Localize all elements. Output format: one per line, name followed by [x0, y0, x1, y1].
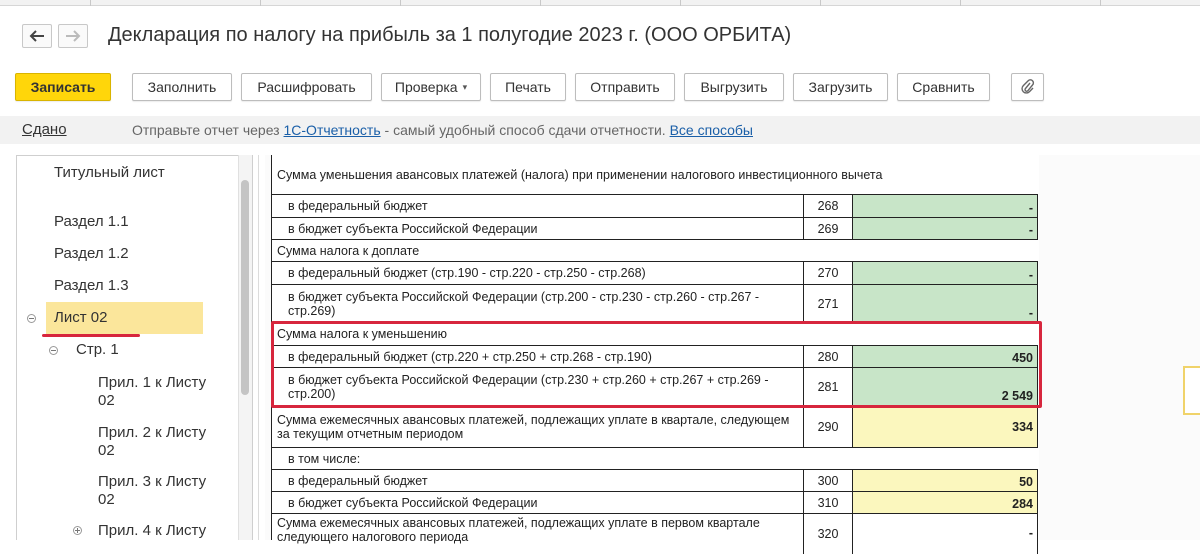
tree-item-section-1-3[interactable]: Раздел 1.3 [54, 277, 129, 294]
tree-scrollbar-thumb[interactable] [241, 180, 249, 395]
import-button[interactable]: Загрузить [793, 73, 888, 101]
decode-button[interactable]: Расшифровать [241, 73, 372, 101]
tree-item-page-1[interactable]: Стр. 1 [76, 341, 119, 358]
row-desc: Сумма ежемесячных авансовых платежей, подлежащих уплате в первом квартале следующего налогового периода [277, 516, 760, 544]
value-cell-281[interactable]: 2 549 [853, 368, 1038, 406]
attach-button[interactable] [1011, 73, 1044, 101]
row-desc: в федеральный бюджет (стр.190 - стр.220 - стр.250 - стр.268) [272, 262, 803, 285]
row-code: 290 [803, 406, 853, 448]
value-cell-320[interactable]: - [853, 514, 1038, 554]
tree-item-appendix-3[interactable]: Прил. 3 к Листу 02 [98, 473, 207, 508]
check-button-label: Проверка [394, 79, 458, 95]
row-desc: в бюджет субъекта Российской Федерации [272, 492, 803, 514]
row-code: 281 [803, 368, 853, 406]
all-methods-link[interactable]: Все способы [669, 122, 753, 138]
expand-icon[interactable] [73, 526, 82, 535]
export-button[interactable]: Выгрузить [684, 73, 784, 101]
tree-item-sheet-02[interactable]: Лист 02 [46, 302, 203, 334]
row-desc: Сумма ежемесячных авансовых платежей, подлежащих уплате в квартале, следующем за текущим отчетным периодом [272, 406, 803, 448]
row-desc: в федеральный бюджет [272, 195, 803, 218]
status-message-prefix: Отправьте отчет через [132, 122, 280, 138]
value-cell-269[interactable]: - [853, 218, 1038, 240]
row-code: 270 [803, 262, 853, 285]
value-cell-280[interactable]: 450 [853, 346, 1038, 368]
row-code: 280 [803, 346, 853, 368]
row-code: 269 [803, 218, 853, 240]
back-button[interactable] [22, 24, 52, 48]
row-code: 300 [803, 470, 853, 492]
status-done-link[interactable]: Сдано [22, 121, 67, 138]
tree-item-appendix-1[interactable]: Прил. 1 к Листу 02 [98, 374, 207, 409]
status-message [132, 122, 753, 138]
onec-reporting-link[interactable]: 1С-Отчетность [283, 122, 381, 138]
chevron-down-icon: ▾ [462, 81, 468, 92]
row-desc: в бюджет субъекта Российской Федерации (стр.230 + стр.260 + стр.267 + стр.269 - стр.200) [272, 368, 803, 406]
row-desc: Сумма налога к доплате [272, 240, 1038, 262]
value-cell-310[interactable]: 284 [853, 492, 1038, 514]
row-desc: в федеральный бюджет (стр.220 + стр.250 + стр.268 - стр.190) [272, 346, 803, 368]
panel-divider[interactable] [258, 155, 259, 540]
tree-item-section-1-2[interactable]: Раздел 1.2 [54, 245, 129, 262]
arrow-right-icon [65, 30, 81, 42]
value-cell-271[interactable]: - [853, 285, 1038, 323]
save-button[interactable]: Записать [15, 73, 111, 101]
tree-item-appendix-2[interactable]: Прил. 2 к Листу 02 [98, 424, 207, 459]
row-desc: в бюджет субъекта Российской Федерации [272, 218, 803, 240]
row-desc: Сумма налога к уменьшению [272, 323, 1038, 346]
collapse-icon[interactable] [49, 346, 58, 355]
window-top-strip [0, 0, 1200, 6]
collapse-icon[interactable] [27, 314, 36, 323]
check-dropdown-button[interactable] [381, 73, 481, 101]
row-code: 320 [803, 514, 853, 554]
paperclip-icon [1021, 79, 1035, 95]
value-cell-268[interactable]: - [853, 195, 1038, 218]
fill-button[interactable]: Заполнить [132, 73, 232, 101]
row-code: 310 [803, 492, 853, 514]
compare-button[interactable]: Сравнить [897, 73, 990, 101]
row-desc: в федеральный бюджет [272, 470, 803, 492]
selection-underline [42, 334, 140, 337]
row-desc: в том числе: [272, 448, 1038, 470]
page-title: Декларация по налогу на прибыль за 1 полугодие 2023 г. (ООО ОРБИТА) [108, 24, 792, 46]
value-cell-270[interactable]: - [853, 262, 1038, 285]
value-cell-290[interactable]: 334 [853, 406, 1038, 448]
arrow-left-icon [29, 30, 45, 42]
row-desc: Сумма уменьшения авансовых платежей (налога) при применении налогового инвестиционного вычета [272, 155, 1038, 195]
row-code: 268 [803, 195, 853, 218]
print-button[interactable]: Печать [490, 73, 566, 101]
value-cell-300[interactable]: 50 [853, 470, 1038, 492]
status-bar [0, 116, 1200, 144]
row-code: 271 [803, 285, 853, 323]
forward-button[interactable] [58, 24, 88, 48]
row-desc: в бюджет субъекта Российской Федерации (стр.200 - стр.230 - стр.260 - стр.267 - стр.269) [272, 285, 803, 323]
side-panel-edge [1183, 366, 1200, 415]
status-message-mid: - самый удобный способ сдачи отчетности. [384, 122, 666, 138]
highlight-frame [271, 321, 1042, 408]
tree-item-title-page[interactable]: Титульный лист [54, 164, 165, 181]
tree-item-section-1-1[interactable]: Раздел 1.1 [54, 213, 129, 230]
tree-item-appendix-4[interactable]: Прил. 4 к Листу [98, 522, 207, 539]
send-button[interactable]: Отправить [575, 73, 675, 101]
